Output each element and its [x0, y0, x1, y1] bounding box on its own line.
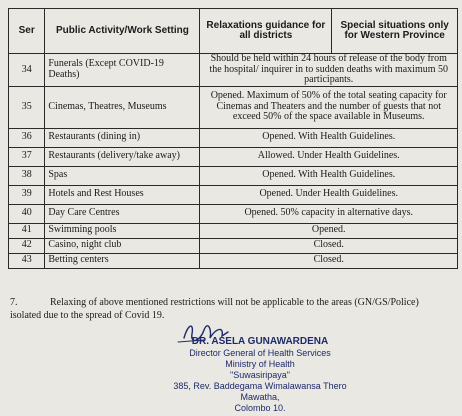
row-activity: Casino, night club	[45, 238, 200, 253]
row-activity: Betting centers	[45, 253, 200, 268]
header-ser: Ser	[9, 9, 45, 54]
table-row	[9, 204, 458, 223]
row-guidance: Opened. Maximum of 50% of the total seating capacity for Cinemas and Theaters and the number of guests that not exceed 50% of the space available in Museums.	[200, 86, 458, 128]
row-guidance: Closed.	[200, 238, 458, 253]
row-guidance: Opened.	[200, 223, 458, 238]
header-relaxation: Relaxations guidance for all districts	[200, 9, 332, 54]
table-row	[9, 223, 458, 238]
row-ser: 42	[9, 238, 45, 253]
row-activity: Restaurants (dining in)	[45, 128, 200, 147]
row-activity: Day Care Centres	[45, 204, 200, 223]
signature-text	[170, 336, 350, 414]
row-guidance: Opened. With Health Guidelines.	[200, 166, 458, 185]
row-activity: Spas	[45, 166, 200, 185]
footnote-number: 7.	[10, 297, 18, 308]
row-ser: 39	[9, 185, 45, 204]
row-ser: 35	[9, 86, 45, 128]
table-header-row	[9, 9, 458, 54]
row-ser: 40	[9, 204, 45, 223]
row-activity: Hotels and Rest Houses	[45, 185, 200, 204]
row-activity: Funerals (Except COVID-19 Deaths)	[45, 54, 200, 87]
row-ser: 43	[9, 253, 45, 268]
row-activity: Cinemas, Theatres, Museums	[45, 86, 200, 128]
address-city: Colombo 10.	[234, 403, 286, 414]
row-ser: 41	[9, 223, 45, 238]
row-guidance: Opened. 50% capacity in alternative days.	[200, 204, 458, 223]
row-guidance: Allowed. Under Health Guidelines.	[200, 147, 458, 166]
signatory-title: Director General of Health Services	[189, 348, 331, 359]
row-activity: Restaurants (delivery/take away)	[45, 147, 200, 166]
table-row	[9, 128, 458, 147]
row-activity: Swimming pools	[45, 223, 200, 238]
row-guidance: Should be held within 24 hours of release of the body from the hospital/ inquirer in to sudden deaths with maximum 50 participants.	[200, 54, 458, 87]
table-row	[9, 238, 458, 253]
footnote-text: Relaxing of above mentioned restrictions will not be applicable to the areas (GN/GS/Police) isolated due to the spread of Covid 19.	[10, 297, 419, 321]
building-name: "Suwasiripaya"	[230, 370, 290, 381]
address-line: 385, Rev. Baddegama Wimalawansa Thero Mawatha,	[173, 381, 347, 403]
row-ser: 36	[9, 128, 45, 147]
row-guidance: Closed.	[200, 253, 458, 268]
table-row	[9, 54, 458, 87]
row-ser: 34	[9, 54, 45, 87]
row-guidance: Opened. Under Health Guidelines.	[200, 185, 458, 204]
table-row	[9, 166, 458, 185]
row-ser: 38	[9, 166, 45, 185]
table-row	[9, 253, 458, 268]
table-row	[9, 86, 458, 128]
guidance-table	[8, 8, 458, 269]
ministry-name: Ministry of Health	[225, 359, 295, 370]
header-activity: Public Activity/Work Setting	[45, 9, 200, 54]
row-ser: 37	[9, 147, 45, 166]
row-guidance: Opened. With Health Guidelines.	[200, 128, 458, 147]
signatory-name: DR. ASELA GUNAWARDENA	[191, 336, 329, 347]
header-special: Special situations only for Western Province	[332, 9, 458, 54]
table-row	[9, 147, 458, 166]
table-row	[9, 185, 458, 204]
